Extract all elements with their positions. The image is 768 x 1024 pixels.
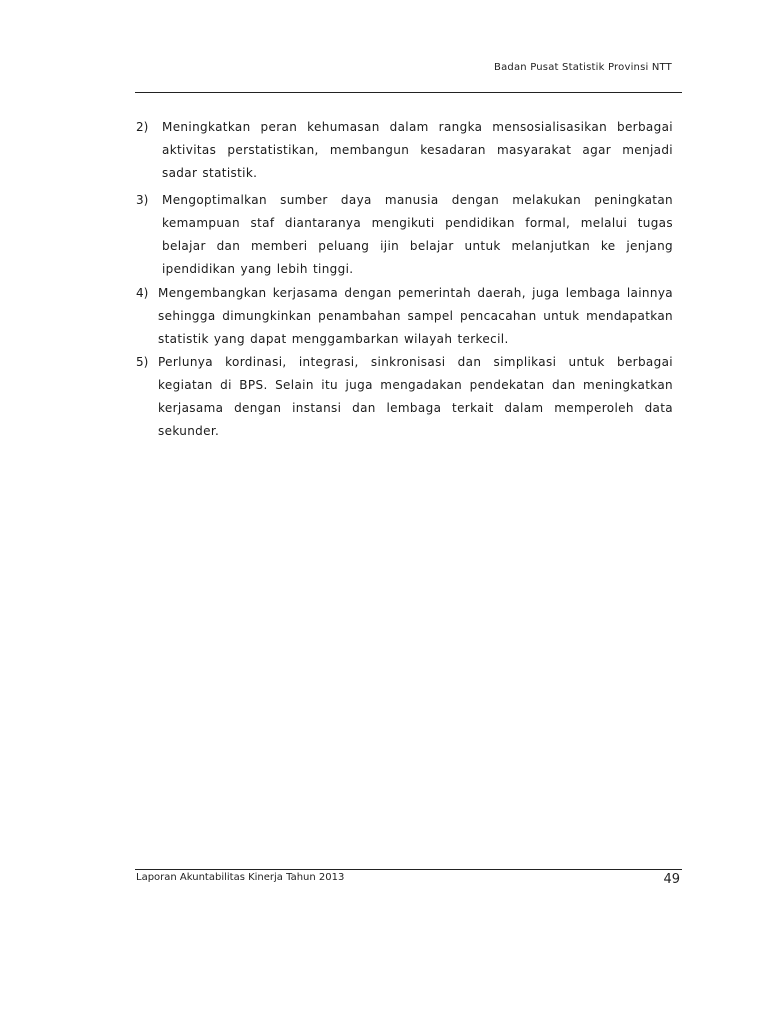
list-item-line: sekunder. — [158, 424, 220, 438]
list-item-line: aktivitas perstatistikan, membangun kesadaran masyarakat agar menjadi — [162, 143, 673, 157]
list-item-line: Mengembangkan kerjasama dengan pemerintah daerah, juga lembaga lainnya — [158, 286, 673, 300]
list-item-4 — [136, 282, 673, 351]
list-item-number: 3) — [136, 193, 149, 207]
list-item-3 — [136, 189, 673, 281]
list-item-number: 2) — [136, 120, 149, 134]
list-item-text — [162, 189, 673, 281]
list-item-line: kerjasama dengan instansi dan lembaga terkait dalam memperoleh data — [158, 401, 673, 415]
list-item-5 — [136, 351, 673, 443]
list-item-text — [158, 282, 673, 351]
list-item-number: 5) — [136, 355, 149, 369]
list-item-line: kegiatan di BPS. Selain itu juga mengadakan pendekatan dan meningkatkan — [158, 378, 673, 392]
list-item-line: Perlunya kordinasi, integrasi, sinkronisasi dan simplikasi untuk berbagai — [158, 355, 673, 369]
footer-report-title: Laporan Akuntabilitas Kinerja Tahun 2013 — [136, 872, 345, 883]
page-number: 49 — [663, 872, 680, 887]
list-item-line: ipendidikan yang lebih tinggi. — [162, 262, 354, 276]
list-item-line: Mengoptimalkan sumber daya manusia dengan melakukan peningkatan — [162, 193, 673, 207]
list-item-line: Meningkatkan peran kehumasan dalam rangka mensosialisasikan berbagai — [162, 120, 673, 134]
list-item-line: kemampuan staf diantaranya mengikuti pendidikan formal, melalui tugas — [162, 216, 673, 230]
page-header — [135, 52, 682, 93]
list-item-number: 4) — [136, 286, 149, 300]
list-item-line: sehingga dimungkinkan penambahan sampel pencacahan untuk mendapatkan — [158, 309, 673, 323]
header-title: Badan Pusat Statistik Provinsi NTT — [494, 62, 672, 73]
list-item-text — [162, 116, 673, 185]
list-item-line: statistik yang dapat menggambarkan wilayah terkecil. — [158, 332, 509, 346]
footer-divider — [135, 869, 682, 870]
list-item-text — [158, 351, 673, 443]
list-item-line: sadar statistik. — [162, 166, 258, 180]
list-item-line: belajar dan memberi peluang ijin belajar untuk melanjutkan ke jenjang — [162, 239, 673, 253]
list-item-2 — [136, 116, 673, 185]
